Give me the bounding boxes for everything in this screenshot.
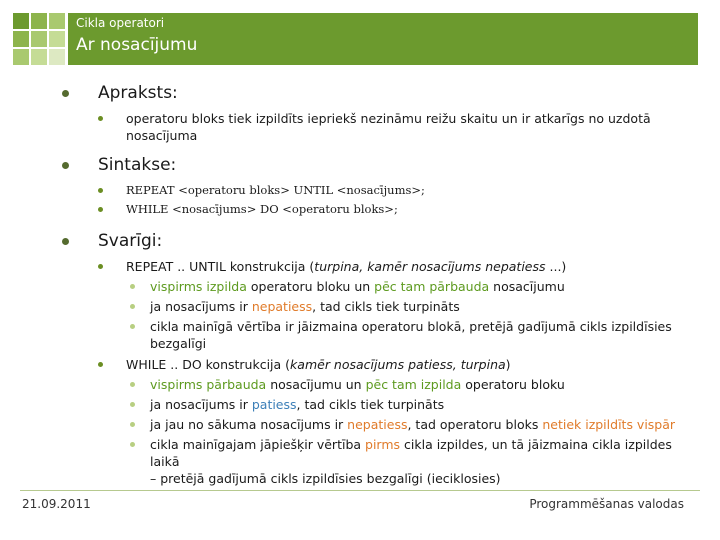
slide-content [58, 82, 688, 487]
apraksts-text: operatoru bloks tiek izpildīts iepriekš nezināmu reižu skaitu un ir atkarīgs no uzdotā nosacījuma [58, 110, 688, 144]
repeat-construct: REPEAT .. UNTIL konstrukcija (turpina, kamēr nosacījums nepatiess ...) [58, 258, 688, 275]
section-svarigi-heading: Svarīgi: [58, 230, 688, 252]
header-band [68, 13, 698, 65]
syntax-repeat: REPEAT <operatoru bloks> UNTIL <nosacījums>; [58, 182, 688, 199]
slide-title: Ar nosacījumu [76, 35, 198, 55]
while-construct: WHILE .. DO konstrukcija (kamēr nosacījums patiess, turpina) [58, 356, 688, 373]
logo-grid [13, 13, 65, 65]
syntax-while: WHILE <nosacījums> DO <operatoru bloks>; [58, 201, 688, 218]
section-sintakse-heading: Sintakse: [58, 154, 688, 176]
page-number: 24 [667, 38, 688, 56]
repeat-point-3: cikla mainīgā vērtība ir jāizmaina operatoru blokā, pretējā gadījumā cikls izpildīsies bezgalīgi [58, 318, 688, 352]
while-point-3: ja jau no sākuma nosacījums ir nepatiess, tad operatoru bloks netiek izpildīts vispār [58, 416, 688, 433]
footer-date: 21.09.2011 [22, 497, 91, 511]
repeat-point-2: ja nosacījums ir nepatiess, tad cikls tiek turpināts [58, 298, 688, 315]
while-point-2: ja nosacījums ir patiess, tad cikls tiek turpināts [58, 396, 688, 413]
section-apraksts-heading: Apraksts: [58, 82, 688, 104]
while-point-1: vispirms pārbauda nosacījumu un pēc tam izpilda operatoru bloku [58, 376, 688, 393]
footer-course: Programmēšanas valodas [529, 497, 684, 511]
footer-rule [20, 490, 700, 491]
while-point-4: cikla mainīgajam jāpiešķir vērtība pirms cikla izpildes, un tā jāizmaina cikla izpildes laikā – pretējā gadījumā cikls izpildīsies bezgalīgi (ieciklosies) [58, 436, 688, 487]
repeat-point-1: vispirms izpilda operatoru bloku un pēc tam pārbauda nosacījumu [58, 278, 688, 295]
slide-subtitle: Cikla operatori [76, 16, 165, 30]
